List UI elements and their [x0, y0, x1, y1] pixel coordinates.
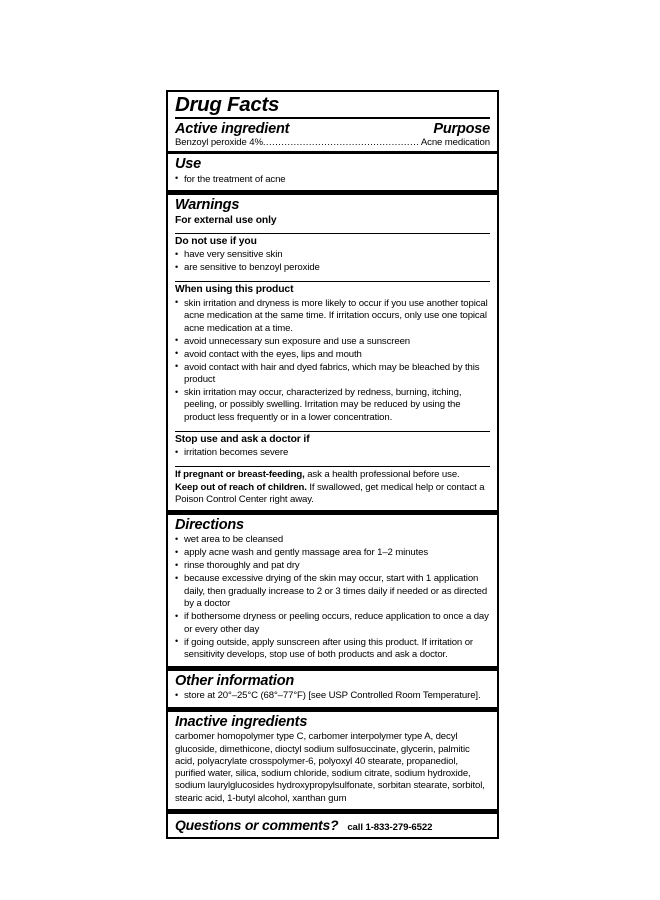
active-ingredient-headings: [168, 119, 497, 137]
active-ingredient-heading: Active ingredient: [175, 120, 290, 137]
external-use-text: For external use only: [175, 214, 277, 226]
stop-use-heading: Stop use and ask a doctor if: [175, 433, 310, 445]
list-item: • if bothersome dryness or peeling occurs, reduce application to once a day or every other day: [175, 611, 490, 636]
page-title: Drug Facts: [175, 93, 280, 116]
warnings-section: [168, 195, 497, 511]
use-list: [168, 173, 497, 186]
list-item: • apply acne wash and gently massage area for 1–2 minutes: [175, 547, 490, 559]
list-item: • avoid contact with the eyes, lips and mouth: [175, 349, 490, 361]
directions-list: [168, 533, 497, 661]
list-item: • irritation becomes severe: [175, 447, 490, 459]
other-information-list: [168, 689, 497, 702]
inactive-ingredients-text: carbomer homopolymer type C, carbomer interpolymer type A, decyl glucoside, dimethicone, dioctyl sodium sulfosuccinate, glycerin, palmitic acid, polyacrylate crosspolymer-6, polyoxyl 40 stearate, propanediol, purified water, silica, sodium chloride, sodium citrate, sodium hydroxide, sodium laurylglucosides hydroxypropylsulfonate, sorbitan stearate, sorbitol, stearic acid, 1-butyl alcohol, xanthan gum: [175, 731, 485, 804]
list-item: • skin irritation may occur, characterized by redness, burning, itching, peeling, or possibly swelling. Irritation may be reduced by using the product less frequently or in a lower concentration.: [175, 387, 490, 424]
questions-heading: Questions or comments?: [175, 816, 339, 833]
active-ingredient-value: Benzoyl peroxide 4%: [175, 136, 263, 148]
when-using-heading: When using this product: [175, 284, 294, 296]
children-bold: Keep out of reach of children.: [175, 481, 307, 493]
list-item: • rinse thoroughly and pat dry: [175, 560, 490, 572]
list-item: • if going outside, apply sunscreen after using this product. If irritation or sensitivity develops, stop use of both products and ask a doctor.: [175, 637, 490, 662]
questions-phone[interactable]: call 1-833-279-6522: [347, 821, 433, 833]
list-item: • wet area to be cleansed: [175, 534, 490, 546]
purpose-heading: Purpose: [433, 120, 490, 137]
directions-section: [168, 515, 497, 666]
when-using-list: [168, 297, 497, 425]
list-item: • store at 20°–25°C (68°–77°F) [see USP Controlled Room Temperature].: [175, 690, 490, 702]
children-rest: If swallowed, get medical help or contact a Poison Control Center right away.: [175, 481, 485, 505]
active-ingredient-row: [168, 137, 497, 151]
do-not-use-list: [168, 248, 497, 274]
do-not-use-heading: Do not use if you: [175, 236, 257, 248]
purpose-value: Acne medication: [420, 136, 490, 148]
questions-section: [168, 814, 497, 837]
inactive-ingredients-section: [168, 712, 497, 809]
list-item: • are sensitive to benzoyl peroxide: [175, 262, 490, 274]
list-item: • have very sensitive skin: [175, 249, 490, 261]
directions-heading: Directions: [175, 517, 244, 534]
pregnancy-warning: [168, 467, 497, 481]
pregnancy-bold: If pregnant or breast-feeding,: [175, 469, 305, 481]
questions-row: [168, 814, 497, 837]
list-item: • for the treatment of acne: [175, 174, 490, 186]
stop-use-list: [168, 446, 497, 459]
list-item: • avoid contact with hair and dyed fabrics, which may be bleached by this product: [175, 362, 490, 387]
list-item: • because excessive drying of the skin may occur, start with 1 application daily, then gradually increase to 2 or 3 times daily if needed or as directed by a doctor: [175, 573, 490, 610]
warnings-heading: Warnings: [175, 196, 240, 213]
other-information-heading: Other information: [175, 672, 295, 689]
use-section: [168, 154, 497, 189]
other-information-section: [168, 671, 497, 707]
inactive-ingredients-heading: Inactive ingredients: [175, 714, 308, 731]
active-ingredient-section: [168, 119, 497, 152]
list-item: • avoid unnecessary sun exposure and use a sunscreen: [175, 336, 490, 348]
leader-dots: ...................................................: [262, 136, 420, 148]
pregnancy-rest: ask a health professional before use.: [304, 469, 460, 481]
list-item: • skin irritation and dryness is more likely to occur if you use another topical acne medication at the same time. If irritation occurs, only use one topical acne medication at a time.: [175, 298, 490, 335]
drug-facts-label: [166, 90, 499, 839]
use-heading: Use: [175, 156, 201, 173]
children-warning: [168, 482, 497, 507]
